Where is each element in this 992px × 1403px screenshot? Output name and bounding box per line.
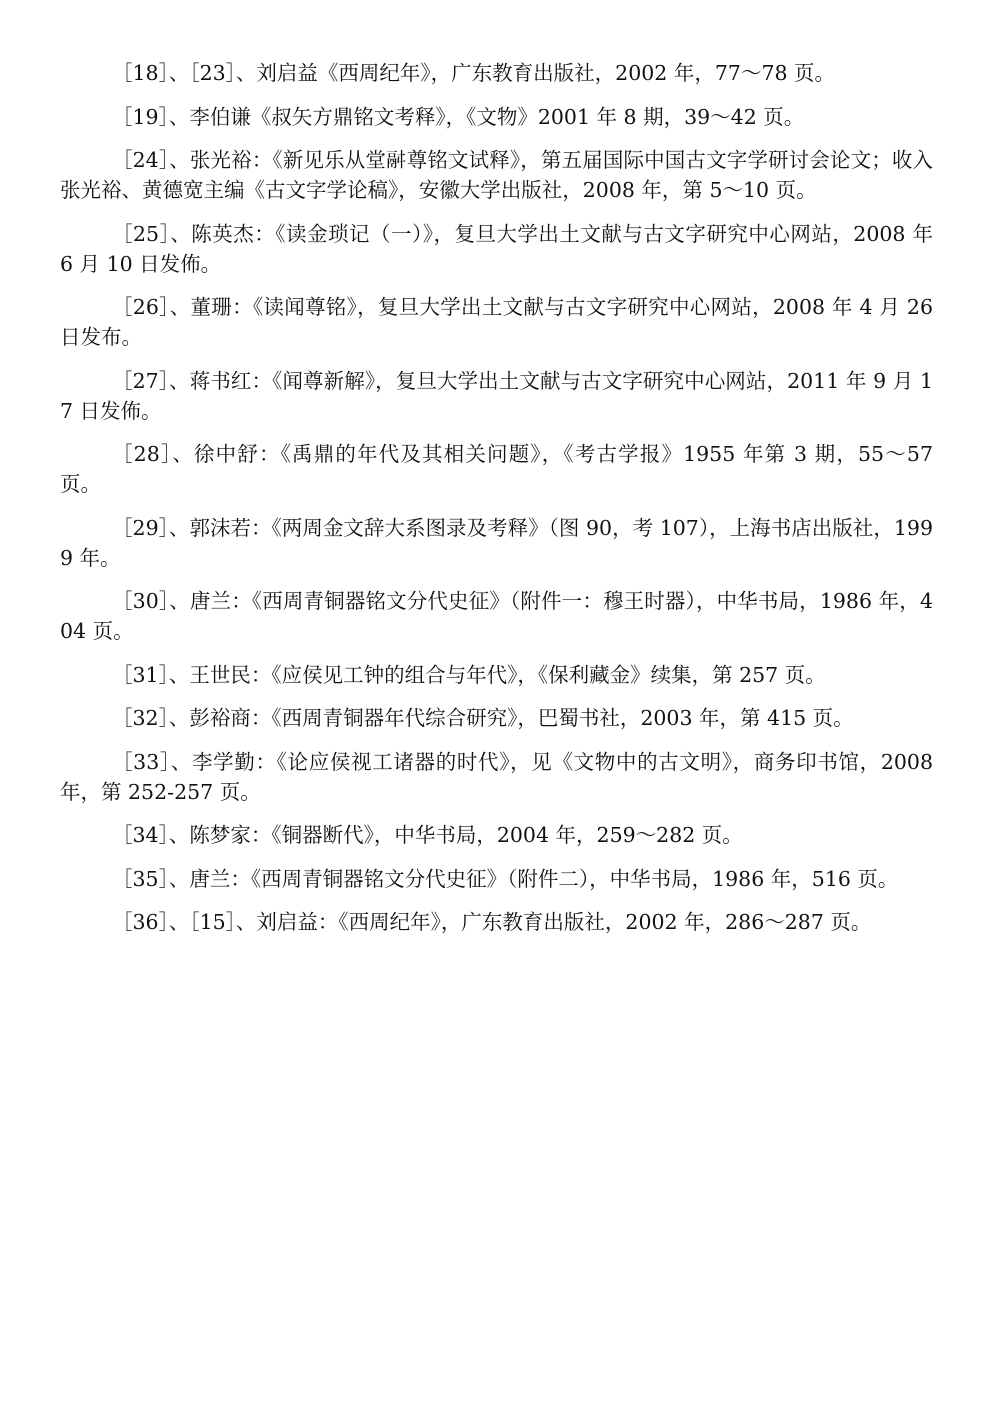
reference-list bbox=[60, 58, 933, 951]
reference-item: ［35］、唐兰：《西周青铜器铭文分代史征》（附件二），中华书局，1986 年，516 页。 bbox=[112, 866, 899, 891]
reference-item: ［19］、李伯谦《叔矢方鼎铭文考释》，《文物》2001 年 8 期，39～42 页。 bbox=[112, 104, 805, 129]
reference-item: ［28］、徐中舒：《禹鼎的年代及其相关问题》，《考古学报》1955 年第 3 期，55～57 页。 bbox=[60, 442, 933, 496]
reference-item: ［29］、郭沫若：《两周金文辞大系图录及考释》（图 90，考 107），上海书店出版社，1999 年。 bbox=[60, 515, 933, 570]
reference-item: ［34］、陈梦家：《铜器断代》，中华书局，2004 年，259～282 页。 bbox=[112, 823, 743, 847]
reference-item: ［18］、［23］、刘启益《西周纪年》，广东教育出版社，2002 年，77～78 页。 bbox=[112, 61, 836, 85]
reference-item: ［36］、［15］、刘启益：《西周纪年》，广东教育出版社，2002 年，286～287 页。 bbox=[112, 910, 872, 934]
reference-item: ［30］、唐兰：《西周青铜器铭文分代史征》（附件一：穆王时器），中华书局，1986 年，404 页。 bbox=[60, 589, 933, 643]
reference-item: ［33］、李学勤：《论应侯视工诸器的时代》，见《文物中的古文明》，商务印书馆，2008 年，第 252-257 页。 bbox=[60, 749, 933, 804]
reference-item: ［27］、蒋书红：《闻尊新解》，复旦大学出土文献与古文字研究中心网站，2011 年 9 月 17 日发佈。 bbox=[60, 368, 933, 423]
reference-item: ［25］、陈英杰：《读金琐记（一）》，复旦大学出土文献与古文字研究中心网站，2008 年 6 月 10 日发佈。 bbox=[60, 221, 933, 276]
reference-item: ［31］、王世民：《应侯见工钟的组合与年代》，《保利藏金》续集，第 257 页。 bbox=[112, 662, 826, 687]
reference-item: ［32］、彭裕商：《西周青铜器年代综合研究》，巴蜀书社，2003 年，第 415 页。 bbox=[112, 706, 854, 730]
reference-item: ［24］、张光裕：《新见乐从堂𩰫尊铭文试释》，第五届国际中国古文字学研讨会论文；收入张光裕、黄德宽主编《古文字学论稿》，安徽大学出版社，2008 年，第 5～10 页。 bbox=[60, 148, 933, 202]
reference-item: ［26］、董珊：《读闻尊铭》，复旦大学出土文献与古文字研究中心网站，2008 年 4 月 26 日发布。 bbox=[60, 295, 933, 349]
